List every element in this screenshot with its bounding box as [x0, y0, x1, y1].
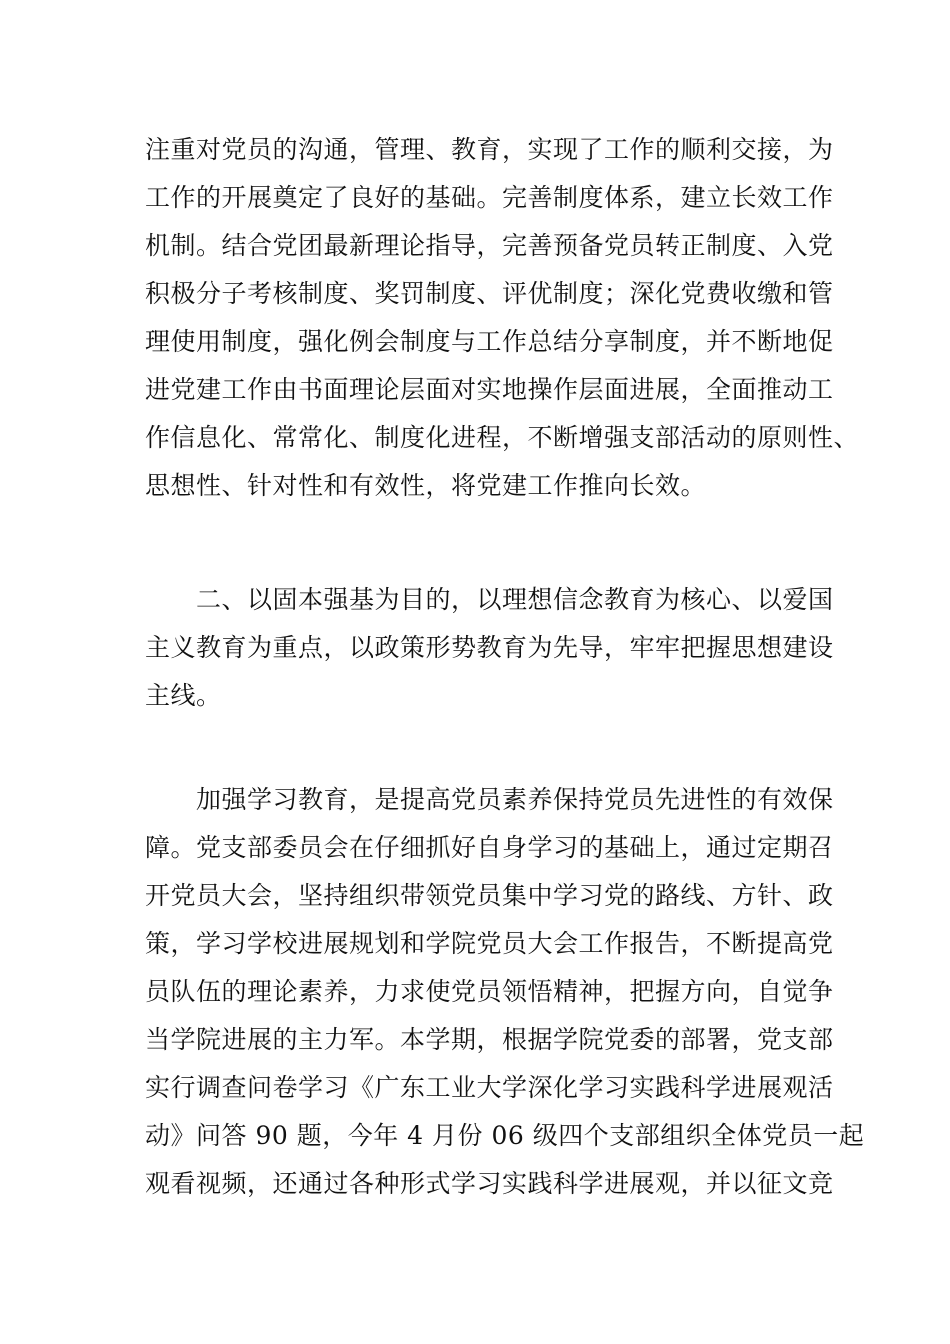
text-line: 障。党支部委员会在仔细抓好自身学习的基础上，通过定期召: [145, 833, 834, 862]
text-line: 思想性、针对性和有效性，将党建工作推向长效。: [145, 471, 707, 500]
text-line: 实行调查问卷学习《广东工业大学深化学习实践科学进展观活: [145, 1073, 834, 1102]
text-line: 主义教育为重点，以政策形势教育为先导，牢牢把握思想建设: [145, 633, 834, 662]
text-line: 当学院进展的主力军。本学期，根据学院党委的部署，党支部: [145, 1025, 834, 1054]
paragraph-system-building: [145, 126, 860, 510]
text-line: 机制。结合党团最新理论指导，完善预备党员转正制度、入党: [145, 231, 834, 260]
text-line: 积极分子考核制度、奖罚制度、评优制度；深化党费收缴和管: [145, 279, 834, 308]
text-line: 观看视频，还通过各种形式学习实践科学进展观，并以征文竞: [145, 1169, 834, 1198]
text-line: 注重对党员的沟通，管理、教育，实现了工作的顺利交接，为: [145, 135, 834, 164]
text-line: 开党员大会，坚持组织带领党员集中学习党的路线、方针、政: [145, 881, 834, 910]
text-line: 员队伍的理论素养，力求使党员领悟精神，把握方向，自觉争: [145, 977, 834, 1006]
text-line: 动》问答 90 题，今年 4 月份 06 级四个支部组织全体党员一起: [145, 1121, 865, 1150]
text-line: 作信息化、常常化、制度化进程，不断增强支部活动的原则性、: [145, 423, 860, 452]
text-line: 主线。: [145, 681, 222, 710]
text-line: 工作的开展奠定了良好的基础。完善制度体系，建立长效工作: [145, 183, 834, 212]
text-line: 二、以固本强基为目的，以理想信念教育为核心、以爱国: [145, 585, 834, 614]
paragraph-study-education: [145, 776, 865, 1208]
paragraph-section-two-heading: [145, 576, 834, 720]
text-line: 策，学习学校进展规划和学院党员大会工作报告，不断提高党: [145, 929, 834, 958]
text-line: 加强学习教育，是提高党员素养保持党员先进性的有效保: [145, 785, 834, 814]
text-line: 理使用制度，强化例会制度与工作总结分享制度，并不断地促: [145, 327, 834, 356]
text-line: 进党建工作由书面理论层面对实地操作层面进展，全面推动工: [145, 375, 834, 404]
